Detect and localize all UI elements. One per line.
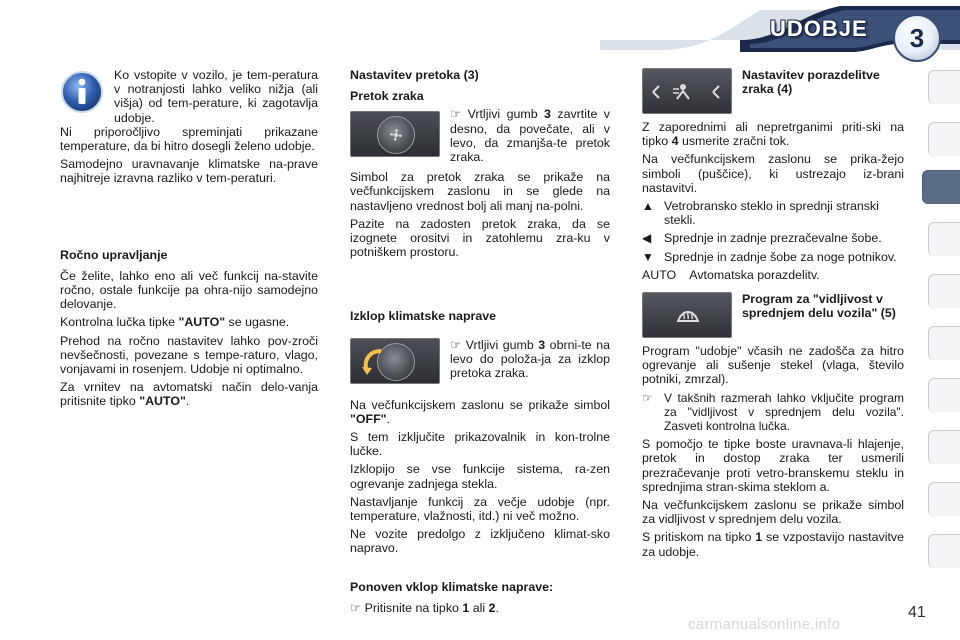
paragraph: Pazite na zadosten pretok zraka, da se izognete orositvi in zatohlemu zra-ku v potniškem prostoru. — [350, 216, 610, 260]
paragraph: Samodejno uravnavanje klimatske na-prave najhitreje izravna razliko v tem-peraturi. — [60, 157, 318, 186]
side-tab[interactable] — [928, 534, 960, 568]
side-tabs — [928, 70, 960, 580]
side-tab[interactable] — [928, 482, 960, 516]
on-step: ☞ Pritisnite na tipko 1 ali 2. — [350, 600, 499, 615]
side-tab[interactable] — [928, 326, 960, 360]
rotate-left-arrow-icon — [359, 347, 389, 377]
side-tab-active[interactable] — [922, 170, 960, 204]
side-tab[interactable] — [928, 430, 960, 464]
flow-knob-photo — [350, 111, 440, 157]
column-right — [642, 68, 904, 563]
side-tab[interactable] — [928, 70, 960, 104]
arrow-left-icon: ◀ — [642, 231, 652, 246]
windscreen-demist-icon — [675, 303, 701, 329]
list-item: ▲ Vetrobransko steklo in sprednji stranski stekli. — [642, 199, 879, 228]
pointing-hand-icon: ☞ — [450, 337, 466, 352]
pointing-hand-icon: ☞ — [350, 600, 365, 615]
info-icon — [60, 70, 104, 114]
paragraph: Simbol za pretok zraka se prikaže na večfunkcijskem zaslonu in se glede na nastavljeno vrednost bolj ali manj na-polni. — [350, 170, 610, 213]
paragraph: Na večfunkcijskem zaslonu se prikaže simbol "OFF". — [350, 397, 610, 426]
fan-icon — [388, 127, 404, 143]
list-item: ◀ Sprednje in zadnje prezračevalne šobe. — [642, 231, 882, 246]
off-knob-photo — [350, 338, 440, 384]
side-tab[interactable] — [928, 378, 960, 412]
paragraph: Za vrnitev na avtomatski način delo-vanja pritisnite tipko "AUTO". — [60, 380, 318, 409]
paragraph: Na večfunkcijskem zaslonu se prikaže simbol za vidljivost v sprednjem delu vozila. — [642, 498, 904, 527]
side-tab[interactable] — [928, 274, 960, 308]
column-middle — [350, 68, 610, 619]
page-number: 41 — [908, 604, 926, 621]
watermark: carmanualsonline.info — [688, 616, 841, 633]
paragraph: Ne vozite predolgo z izključeno klimat-sko napravo. — [350, 527, 610, 556]
side-tab[interactable] — [928, 222, 960, 256]
section-heading-visibility: Program za "vidljivost v sprednjem delu vozila" (5) — [742, 292, 896, 321]
intro-paragraph: Ko vstopite v vozilo, je tem-peratura v notranjosti lahko veliko nižja (ali višja) od tem-perature, ki zagotavlja udobje. — [114, 68, 318, 125]
subheading-airflow: Pretok zraka — [350, 89, 424, 104]
paragraph: Prehod na ročno nastavitev lahko pov-zroči nevšečnosti, povezane s tempe-raturo, vlago, vonjavami in rosenjem. Udobje ni optimalno. — [60, 333, 318, 377]
list-item: ▼ Sprednje in zadnje šobe za noge potnikov. — [642, 249, 897, 264]
off-step: ☞ Vrtljivi gumb 3 obrni-te na levo do položa-ja za izklop pretoka zraka. — [450, 337, 610, 381]
side-tab[interactable] — [928, 122, 960, 156]
paragraph: Ni priporočljivo spreminjati prikazane temperature, da bi hitro dosegli želeno udobje. — [60, 124, 318, 154]
section-heading-distribution: Nastavitev porazdelitve zraka (4) — [742, 68, 880, 97]
paragraph: S pritiskom na tipko 1 se vzpostavijo nastavitve za udobje. — [642, 530, 904, 559]
paragraph: Kontrolna lučka tipke "AUTO" se ugasne. — [60, 315, 290, 330]
arrow-up-icon: ▲ — [642, 199, 654, 214]
section-heading-on: Ponoven vklop klimatske naprave: — [350, 579, 554, 594]
auto-line: AUTO Avtomatska porazdelitv. — [642, 267, 820, 282]
paragraph: Program "udobje" včasih ne zadošča za hitro ogrevanje ali sušenje stekel (vlaga, število potniki, zmrzal). — [642, 344, 904, 387]
visibility-button-photo — [642, 292, 732, 338]
arrow-down-icon: ▼ — [642, 249, 654, 264]
paragraph: Izklopijo se vse funkcije sistema, ra-zen ogrevanje zadnjega stekla. — [350, 462, 610, 491]
paragraph: S pomočjo te tipke boste uravnava-li hlajenje, pretok in dostop zraka ter usmerili prezračevanje proti vetro-branskemu steklu in sprednjima stran-skima steklom a. — [642, 437, 904, 494]
paragraph: Nastavljanje funkcij za večje udobje (npr. temperature, vlažnosti, itd.) ni več možno. — [350, 494, 610, 524]
section-heading-manual: Ročno upravljanje — [60, 247, 168, 262]
paragraph: S tem izključite prikazovalnik in kon-trolne lučke. — [350, 430, 610, 459]
distribution-buttons-photo — [642, 68, 732, 114]
section-heading-flow: Nastavitev pretoka (3) — [350, 68, 479, 82]
distribution-arrows-icon — [647, 79, 729, 105]
chapter-title: UDOBJE — [770, 16, 868, 41]
note: ☞ V takšnih razmerah lahko vključite program za "vidljivost v sprednjem delu vozila". Zasveti kontrolna lučka. — [642, 390, 904, 434]
section-heading-off: Izklop klimatske naprave — [350, 309, 497, 324]
chapter-number: 3 — [909, 22, 925, 53]
paragraph: Če želite, lahko eno ali več funkcij na-stavite ročno, ostale funkcije pa ohra-nijo samodejno delovanje. — [60, 268, 318, 312]
flow-step: ☞ Vrtljivi gumb 3 zavrtite v desno, da povečate, ali v levo, da zmanjša-te pretok zraka. — [450, 107, 610, 165]
pointing-hand-icon: ☞ — [642, 390, 653, 405]
pointing-hand-icon: ☞ — [450, 107, 468, 122]
paragraph: Z zaporednimi ali nepretrganimi priti-ski na tipko 4 usmerite zračni tok. — [642, 120, 904, 149]
chapter-badge — [893, 14, 941, 62]
paragraph: Na večfunkcijskem zaslonu se prika-žejo simboli (puščice), ki ustrezajo iz-brani nastavitvi. — [642, 152, 904, 195]
column-left — [60, 68, 318, 413]
